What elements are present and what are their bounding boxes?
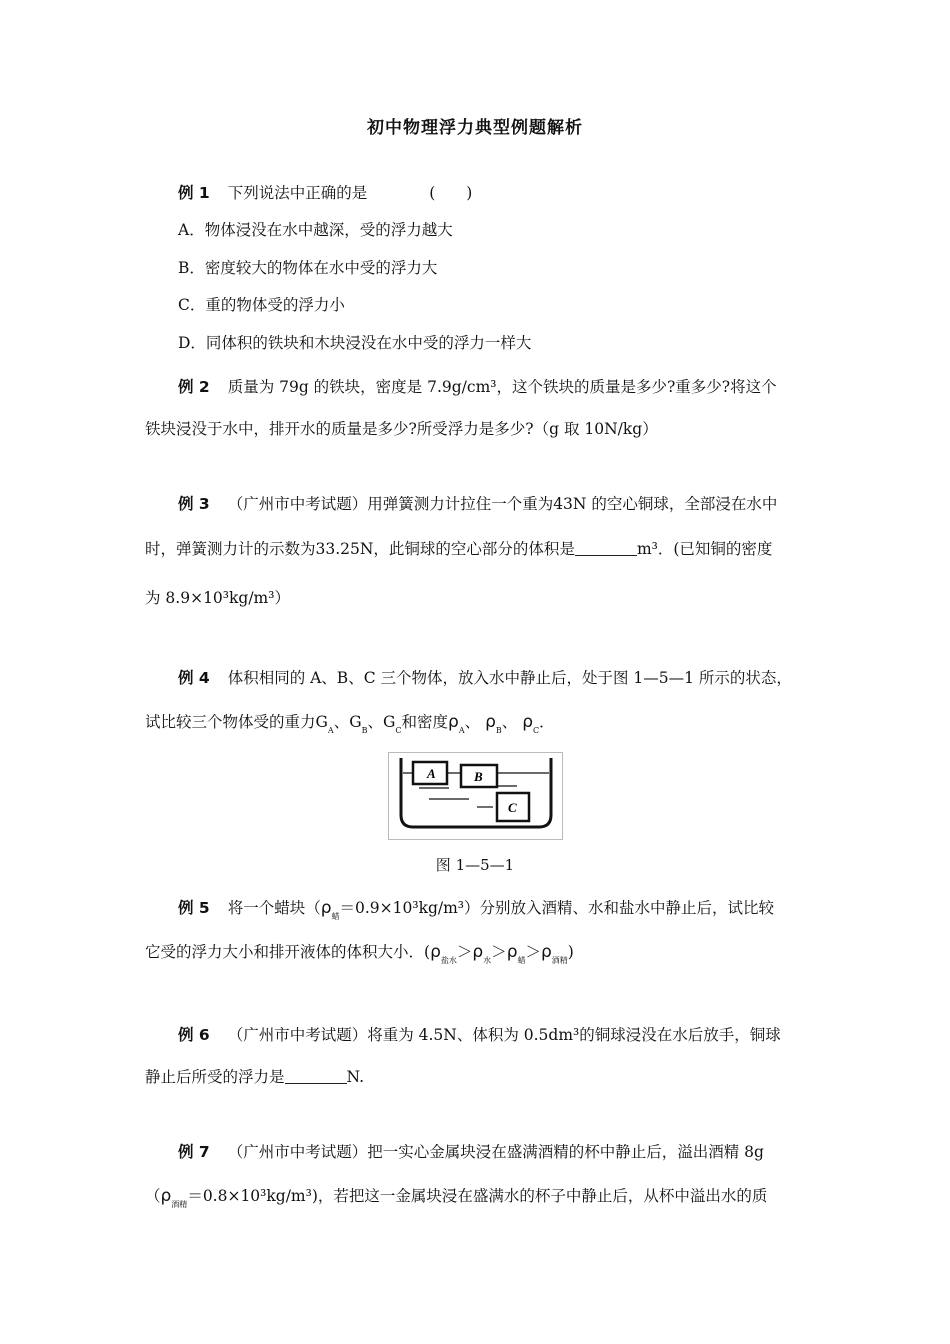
close-paren: ) (567, 943, 574, 961)
sub-c: C (395, 726, 402, 735)
sub-salt-water: 盐水 (440, 956, 457, 965)
rho-symbol: ρ (506, 942, 518, 962)
example-5-line-1 (178, 897, 848, 928)
example-6-label: 例 6 (178, 1026, 210, 1044)
example-3-text: （广州市中考试题）用弹簧测力计拉住一个重为43N 的空心铜球，全部浸在水中 (227, 495, 778, 513)
example-4-text: 体积相同的 A、B、C 三个物体，放入水中静止后，处于图 1—5—1 所示的状态， (227, 669, 792, 687)
example-3-label: 例 3 (178, 495, 210, 513)
answer-paren: ( ) (429, 184, 473, 202)
rho-symbol: ρ (320, 898, 332, 918)
container-diagram (389, 753, 562, 839)
option-d: D．同体积的铁块和木块浸没在水中受的浮力一样大 (178, 334, 532, 352)
sub-c: C (533, 726, 540, 735)
rho-symbol: ρ (160, 1186, 172, 1206)
rho-symbol: ρ (541, 942, 552, 962)
example-1-question (178, 182, 848, 204)
g-symbol: G (315, 713, 328, 731)
figure-container-diagram (388, 752, 563, 840)
separator: 、 (464, 713, 481, 731)
example-7-line-1 (178, 1141, 848, 1163)
example-4-line-1 (178, 667, 848, 689)
example-6-text-2a: 静止后所受的浮力是 (145, 1068, 285, 1086)
sub-b: B (495, 726, 502, 735)
block-a-label: A (427, 766, 436, 781)
example-5-text-1a: 将一个蜡块（ (227, 899, 321, 917)
example-5-text-1b: ＝0.9×10³kg/m³）分别放入酒精、水和盐水中静止后，试比较 (339, 899, 775, 917)
separator: 、 (367, 713, 383, 731)
example-3-text-2a: 时，弹簧测力计的示数为33.25N，此铜球的空心部分的体积是 (145, 540, 575, 558)
rho-symbol: ρ (485, 712, 496, 732)
example-4-label: 例 4 (178, 669, 210, 687)
sub-b: B (361, 726, 368, 735)
sub-alcohol: 酒精 (171, 1200, 188, 1209)
figure-caption: 图 1—5—1 (435, 856, 515, 874)
greater-than: ＞ (491, 943, 507, 961)
example-3-line-1 (178, 493, 848, 515)
sub-a: A (327, 726, 334, 735)
example-4-mid: 和密度 (401, 713, 449, 731)
example-2-label: 例 2 (178, 378, 210, 396)
g-symbol: G (349, 713, 362, 731)
rho-symbol: ρ (522, 712, 533, 732)
example-6-text: （广州市中考试题）将重为 4.5N、体积为 0.5dm³的铜球浸没在水后放手，铜球 (227, 1026, 781, 1044)
example-1-label: 例 1 (178, 184, 210, 202)
example-5-text-2a: 它受的浮力大小和排开液体的体积大小．( (145, 943, 431, 961)
sub-alcohol: 酒精 (551, 956, 568, 965)
example-5-line-2 (145, 941, 815, 972)
example-2-line-1 (178, 376, 848, 398)
example-7-line-2 (145, 1185, 815, 1216)
rho-symbol: ρ (472, 942, 484, 962)
example-3-line-2 (145, 538, 815, 560)
example-3-line-3: 为 8.9×10³kg/m³） (145, 589, 290, 607)
option-a: A．物体浸没在水中越深，受的浮力越大 (178, 221, 453, 239)
g-symbol: G (383, 713, 396, 731)
separator: 、 (501, 713, 518, 731)
example-2-line-2: 铁块浸没于水中，排开水的质量是多少?所受浮力是多少?（g 取 10N/kg） (145, 420, 658, 438)
separator: 、 (333, 713, 350, 731)
answer-blank (575, 541, 637, 556)
example-7-text-2a: （ (145, 1187, 161, 1205)
sub-wax: 蜡 (517, 956, 526, 965)
example-2-text: 质量为 79g 的铁块，密度是 7.9g/cm³，这个铁块的质量是多少?重多少?将这个 (227, 378, 777, 396)
rho-symbol: ρ (448, 712, 459, 732)
block-b-label: B (474, 769, 483, 784)
example-6-line-1 (178, 1024, 848, 1046)
option-c: C．重的物体受的浮力小 (178, 296, 345, 314)
example-7-label: 例 7 (178, 1143, 210, 1161)
answer-blank (285, 1069, 347, 1084)
option-b: B．密度较大的物体在水中受的浮力大 (178, 259, 438, 277)
example-5-label: 例 5 (178, 899, 210, 917)
sub-a: A (458, 726, 465, 735)
page-title: 初中物理浮力典型例题解析 (367, 118, 583, 138)
example-4-line-2 (145, 711, 815, 742)
sub-water: 水 (483, 956, 492, 965)
sub-wax: 蜡 (331, 912, 340, 921)
example-6-line-2 (145, 1066, 815, 1088)
example-4-text-2a: 试比较三个物体受的重力 (145, 713, 316, 731)
period: ． (539, 713, 555, 731)
example-6-text-2b: N. (346, 1068, 365, 1086)
greater-than: ＞ (456, 943, 473, 961)
block-c-label: C (508, 800, 517, 815)
example-3-text-2b: m³．(已知铜的密度 (636, 540, 773, 558)
rho-symbol: ρ (430, 942, 441, 962)
example-7-text-2b: ＝0.8×10³kg/m³)，若把这一金属块浸在盛满水的杯子中静止后，从杯中溢出水的质 (187, 1187, 768, 1205)
example-7-text: （广州市中考试题）把一实心金属块浸在盛满酒精的杯中静止后，溢出酒精 8g (227, 1143, 764, 1161)
example-1-text: 下列说法中正确的是 (227, 184, 368, 202)
greater-than: ＞ (525, 943, 541, 961)
